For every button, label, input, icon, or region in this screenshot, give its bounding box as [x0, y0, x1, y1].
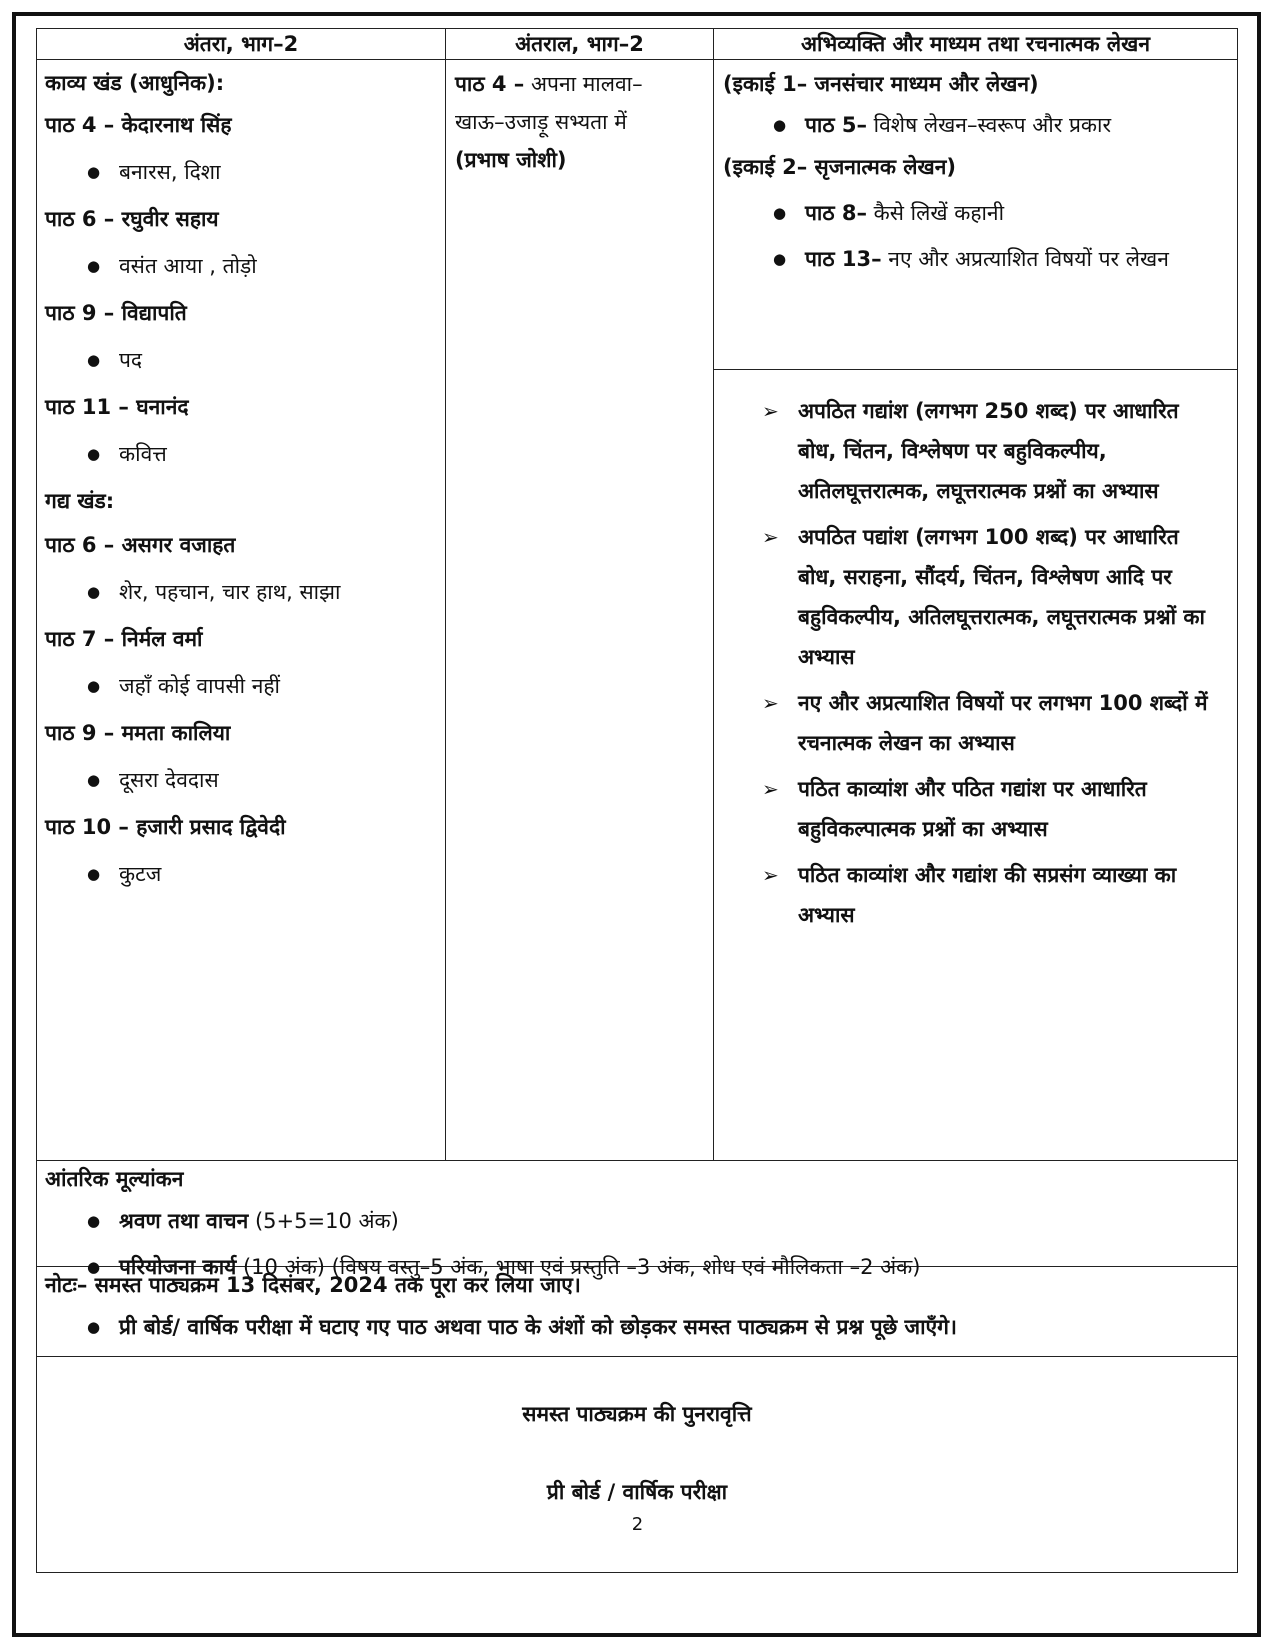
col2-content: [455, 65, 707, 365]
unit1-lesson-text: विशेष लेखन–स्वरूप और प्रकार: [867, 113, 1112, 137]
unit2-lesson1-text: कैसे लिखें कहानी: [867, 201, 1005, 225]
kavya-khand-title: काव्य खंड (आधुनिक):: [45, 71, 225, 95]
antaral-lesson-text-2: खाऊ–उजाड़ू सभ्यता में: [455, 110, 627, 134]
unit2-lesson2-text: नए और अप्रत्याशित विषयों पर लेखन: [881, 247, 1169, 271]
antaral-author: (प्रभाष जोशी): [455, 148, 567, 172]
col3-units: [723, 65, 1233, 365]
lesson-title: पाठ 6 – असगर वजाहत: [45, 533, 236, 557]
internal-item-1: [45, 1196, 1233, 1246]
lesson-items: ● कुटज: [45, 849, 441, 899]
lesson-title: पाठ 7 – निर्मल वर्मा: [45, 627, 203, 651]
lesson-items: ● वसंत आया , तोड़ो: [45, 241, 441, 291]
unit2-title: (इकाई 2– सृजनात्मक लेखन): [723, 155, 956, 179]
internal-item2-rest: (10 अंक) (विषय वस्तु–5 अंक, भाषा एवं प्रस्तुति –3 अंक, शोध एवं मौलिकता –2 अंक): [236, 1255, 921, 1279]
revision-line: समस्त पाठ्यक्रम की पुनरावृत्ति: [522, 1402, 752, 1426]
unit1-lesson: [723, 103, 1233, 147]
lesson-items: ● दूसरा देवदास: [45, 755, 441, 805]
lesson-title: पाठ 11 – घनानंद: [45, 395, 189, 419]
lesson-items: ● शेर, पहचान, चार हाथ, साझा: [45, 567, 441, 617]
header-col3: अभिव्यक्ति और माध्यम तथा रचनात्मक लेखन: [800, 32, 1151, 56]
note-section: [45, 1268, 1233, 1354]
practice-item: ➢ पठित काव्यांश और पठित गद्यांश पर आधारित बहुविकल्पात्मक प्रश्नों का अभ्यास: [714, 769, 1234, 849]
col-divider-1: [445, 29, 446, 1160]
lesson-title: पाठ 9 – विद्यापति: [45, 301, 187, 325]
unit2-lesson-1: [723, 191, 1233, 235]
note-title: नोटः– समस्त पाठ्यक्रम 13 दिसंबर, 2024 तक पूरा कर लिया जाए।: [45, 1273, 581, 1297]
internal-divider: [37, 1160, 1237, 1161]
unit2-lesson-2: [723, 239, 1233, 279]
unit1-lesson-label: पाठ 5–: [805, 113, 867, 137]
exam-line: प्री बोर्ड / वार्षिक परीक्षा: [546, 1480, 728, 1504]
lesson-title: पाठ 10 – हजारी प्रसाद द्विवेदी: [45, 815, 286, 839]
internal-title: आंतरिक मूल्यांकन: [45, 1167, 184, 1191]
practice-item: ➢ अपठित गद्यांश (लगभग 250 शब्द) पर आधारित बोध, चिंतन, विश्लेषण पर बहुविकल्पीय, अतिलघूत्तरात्मक, लघूत्तरात्मक प्रश्नों का अभ्यास: [714, 391, 1234, 511]
lesson-items: ● कवित्त: [45, 429, 441, 479]
internal-item2-bold: परियोजना कार्य: [119, 1255, 237, 1279]
lesson-title: पाठ 9 – ममता कालिया: [45, 721, 231, 745]
lesson-items: ● पद: [45, 335, 441, 385]
syllabus-table: [36, 28, 1238, 1573]
header-divider: [37, 59, 1237, 60]
col3-practice-list: [714, 391, 1234, 1157]
antaral-lesson-label: पाठ 4 –: [455, 72, 525, 96]
lesson-title: पाठ 4 – केदारनाथ सिंह: [45, 113, 232, 137]
page-number: 2: [631, 1514, 644, 1535]
internal-assessment: [45, 1162, 1233, 1279]
internal-item1-rest: (5+5=10 अंक): [248, 1209, 399, 1233]
footer-divider: [37, 1356, 1237, 1357]
antaral-lesson-text-1: अपना मालवा–: [524, 72, 643, 96]
internal-item1-bold: श्रवण तथा वाचन: [119, 1209, 249, 1233]
col1-content: [45, 63, 441, 1157]
lesson-items: ● बनारस, दिशा: [45, 147, 441, 197]
antaral-lesson: [455, 65, 707, 141]
unit2-lesson2-label: पाठ 13–: [805, 247, 882, 271]
gadya-khand-title: गद्य खंड:: [45, 489, 115, 513]
practice-item: ➢ पठित काव्यांश और गद्यांश की सप्रसंग व्याख्या का अभ्यास: [714, 855, 1234, 935]
note-item: ● प्री बोर्ड/ वार्षिक परीक्षा में घटाए गए पाठ अथवा पाठ के अंशों को छोड़कर समस्त पाठ्यक्रम से प्रश्न पूछे जाएँगे।: [45, 1302, 1233, 1352]
practice-item: ➢ नए और अप्रत्याशित विषयों पर लगभग 100 शब्दों में रचनात्मक लेखन का अभ्यास: [714, 683, 1234, 763]
col3-divider: [713, 369, 1237, 370]
lesson-items: ● जहाँ कोई वापसी नहीं: [45, 661, 441, 711]
practice-item: ➢ अपठित पद्यांश (लगभग 100 शब्द) पर आधारित बोध, सराहना, सौंदर्य, चिंतन, विश्लेषण आदि पर बहुविकल्पीय, अतिलघूत्तरात्मक, लघूत्तरात्मक प्रश्नों का अभ्यास: [714, 517, 1234, 677]
unit1-title: (इकाई 1– जनसंचार माध्यम और लेखन): [723, 72, 1039, 96]
lesson-title: पाठ 6 – रघुवीर सहाय: [45, 207, 219, 231]
unit2-lesson1-label: पाठ 8–: [805, 201, 867, 225]
header-col2: अंतराल, भाग–2: [515, 32, 644, 56]
header-col1: अंतरा, भाग–2: [183, 32, 299, 56]
